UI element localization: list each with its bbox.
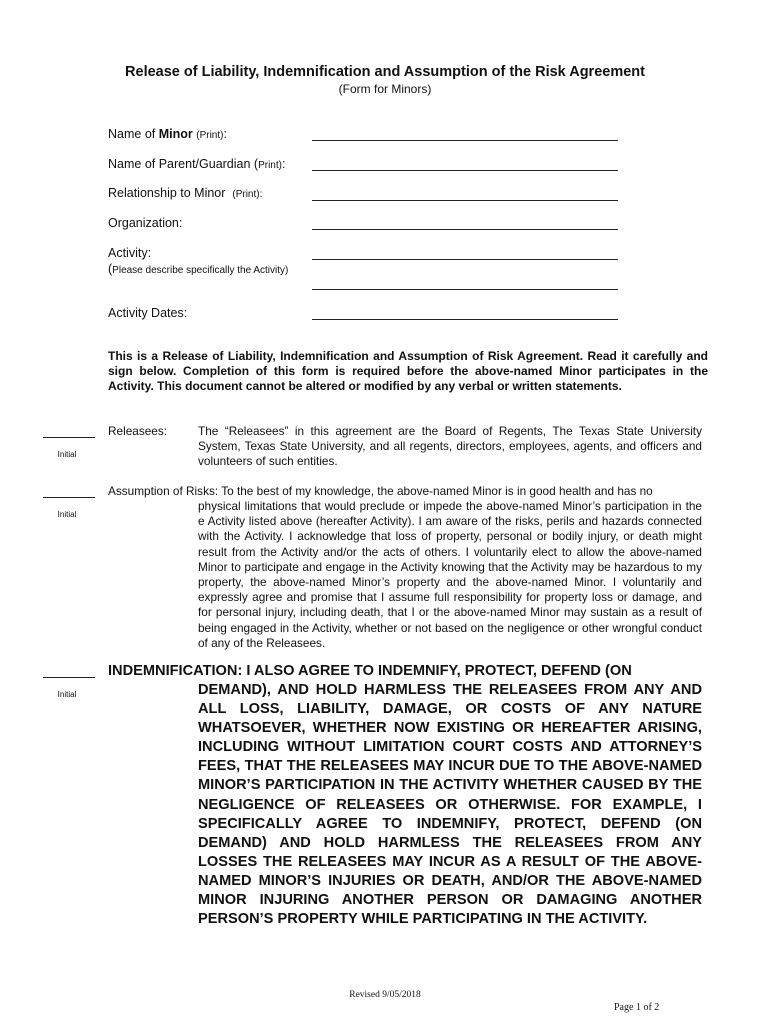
indemnification-initial-field[interactable] (43, 677, 95, 678)
activity-dates-field[interactable] (312, 319, 618, 320)
parent-name-field[interactable] (312, 170, 618, 171)
indemnification-text: DEMAND), AND HOLD HARMLESS THE RELEASEES FROM ANY AND ALL LOSS, LIABILITY, DAMAGE, OR COSTS OF ANY NATURE WHATSOEVER, WHETHER NOW EXISTING OR HEREAFTER ARISING, INCLUDING WITHOUT LIMITATION COURT COSTS AND ATTORNEY’S FEES, THAT THE RELEASEES MAY INCUR DUE TO THE ABOVE-NAMED MINOR’S PARTICIPATION IN THE ACTIVITY WHETHER CAUSED BY THE NEGLIGENCE OF RELEASEES OR OTHERWISE. FOR EXAMPLE, I SPECIFICALLY AGREE TO INDEMNIFY, PROTECT, DEFEND (ON DEMAND) AND HOLD HARMLESS THE RELEASEES FROM ANY LOSSES THE RELEASEES MAY INCUR AS A RESULT OF THE ABOVE-NAMED MINOR’S INJURIES OR DEATH, AND/OR THE ABOVE-NAMED MINOR INJURING ANOTHER PERSON OR DAMAGING ANOTHER PERSON’S PROPERTY WHILE PARTICIPATING IN THE ACTIVITY. (198, 682, 702, 928)
indemnification-heading: INDEMNIFICATION: I ALSO AGREE TO INDEMNIFY, PROTECT, DEFEND (ON (108, 663, 632, 679)
organization-label: Organization: (108, 216, 183, 230)
parent-name-label: Name of Parent/Guardian (Print): (108, 157, 286, 171)
assumption-text: physical limitations that would preclude or impede the above-named Minor’s participation in the e Activity listed above (hereafter Activity). I am aware of the risks, perils and hazards connected with the Activity. I acknowledge that loss of property, personal or bodily injury, or death might result from the Activity and/or the acts of others. I voluntarily elect to allow the above-named Minor to participate and engage in the Activity knowing that the Activity may be hazardous to my property, the above-named Minor’s property and the above-named Minor. I voluntarily and expressly agree and promise that I assume full responsibility for property loss or damage, and for personal injury, including death, that I or the above-named Minor may sustain as a result of being engaged in the Activity, whether or not based on the negligence or other wrongful conduct of any of the Releasees. (198, 499, 702, 650)
assumption-initial-label: Initial (57, 510, 77, 519)
releasees-initial-label: Initial (57, 450, 77, 459)
page-number: Page 1 of 2 (614, 1002, 660, 1013)
activity-field-line-2[interactable] (312, 289, 618, 290)
activity-dates-label: Activity Dates: (108, 306, 188, 320)
relationship-field[interactable] (312, 200, 618, 201)
assumption-initial-field[interactable] (43, 497, 95, 498)
minor-name-field[interactable] (312, 140, 618, 141)
indemnification-initial-label: Initial (57, 690, 77, 699)
activity-field[interactable] (312, 259, 618, 260)
activity-label: Activity: (108, 246, 152, 260)
releasees-text: The “Releasees” in this agreement are the Board of Regents, The Texas State University System, Texas State University, and all regents, directors, employees, agents, and officers and volunteers of such entities. (198, 424, 702, 469)
document-subtitle: (Form for Minors) (338, 82, 432, 96)
releasees-heading: Releasees: (108, 424, 168, 438)
activity-note: (Please describe specifically the Activity) (108, 262, 289, 276)
relationship-label: Relationship to Minor (Print): (108, 186, 263, 200)
agreement-notice: This is a Release of Liability, Indemnification and Assumption of Risk Agreement. Read it carefully and sign below. Completion of this form is required before the above-named Minor participates in the Activity. This document cannot be altered or modified by any verbal or written statements. (108, 349, 708, 393)
organization-field[interactable] (312, 229, 618, 230)
document-title: Release of Liability, Indemnification and Assumption of the Risk Agreement (125, 64, 645, 80)
minor-name-label: Name of Minor (Print): (108, 127, 227, 141)
assumption-heading: Assumption of Risks: To the best of my knowledge, the above-named Minor is in good health and has no (108, 484, 653, 498)
releasees-initial-field[interactable] (43, 437, 95, 438)
revision-date: Revised 9/05/2018 (349, 990, 421, 1000)
